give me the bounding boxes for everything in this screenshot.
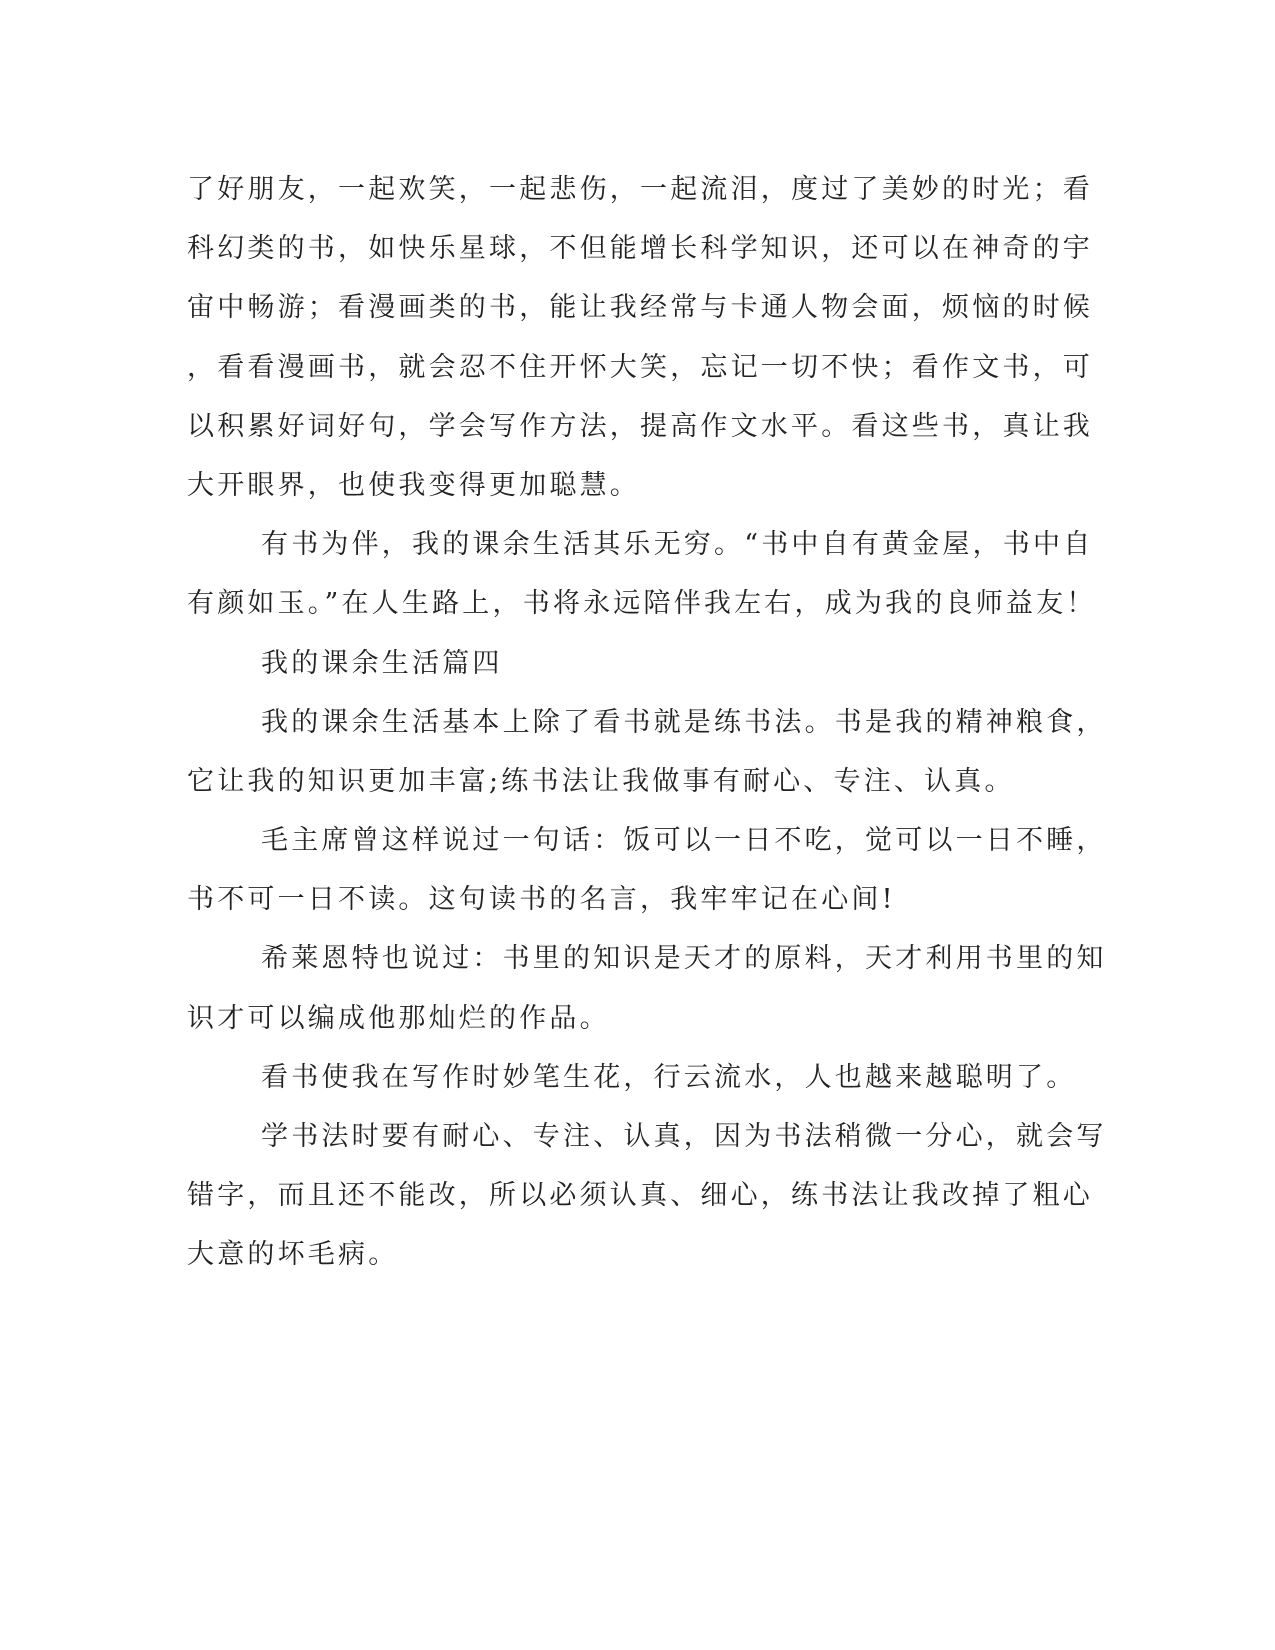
text-line: 大意的坏毛病。 [187,1239,399,1271]
document-body [187,160,1107,1285]
text-line: ，看看漫画书，就会忍不住开怀大笑，忘记一切不快；看作文书，可 [187,351,1093,383]
text-line: 错字，而且还不能改，所以必须认真、细心，练书法让我改掉了粗心 [187,1180,1093,1212]
paragraph-first-line: 有书为伴，我的课余生活其乐无穷。“书中自有黄金屋，书中自 [261,529,1094,561]
text-line: 大开眼界，也使我变得更加聪慧。 [187,469,640,501]
text-line: 以积累好词好句，学会写作方法，提高作文水平。看这些书，真让我 [187,410,1093,442]
text-line: 了好朋友，一起欢笑，一起悲伤，一起流泪，度过了美妙的时光；看 [187,174,1093,205]
text-line: 识才可以编成他那灿烂的作品。 [187,1002,610,1034]
text-line: 书不可一日不读。这句读书的名言，我牢牢记在心间! [187,884,896,916]
text-line: 它让我的知识更加丰富;练书法让我做事有耐心、专注、认真。 [187,765,1015,797]
text-line: 科幻类的书，如快乐星球，不但能增长科学知识，还可以在神奇的宇 [187,233,1093,265]
paragraph-first-line: 我的课余生活基本上除了看书就是练书法。书是我的精神粮食， [261,706,1107,738]
paragraph-first-line: 毛主席曾这样说过一句话：饭可以一日不吃，觉可以一日不睡， [261,825,1107,857]
paragraph-first-line: 希莱恩特也说过：书里的知识是天才的原料，天才利用书里的知 [261,943,1107,975]
text-line: 宙中畅游；看漫画类的书，能让我经常与卡通人物会面，烦恼的时候 [187,292,1093,324]
paragraph-first-line: 学书法时要有耐心、专注、认真，因为书法稍微一分心，就会写 [261,1121,1107,1152]
paragraph-first-line: 看书使我在写作时妙笔生花，行云流水，人也越来越聪明了。 [261,1061,1077,1093]
section-heading: 我的课余生活篇四 [261,647,503,679]
text-line: 有颜如玉。”在人生路上，书将永远陪伴我左右，成为我的良师益友！ [187,588,1097,620]
